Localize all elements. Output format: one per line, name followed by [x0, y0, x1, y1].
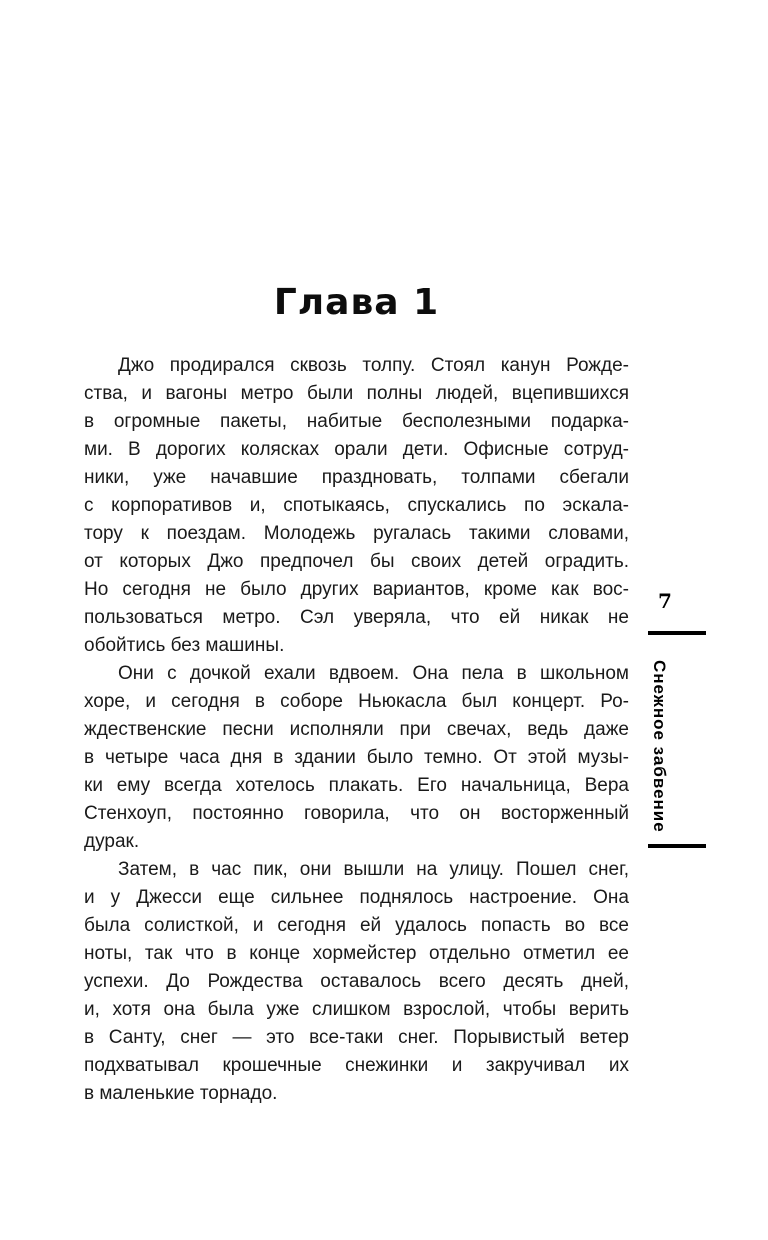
text-line: тору к поездам. Молодежь ругалась такими словами,	[84, 523, 629, 544]
text-line: ждественские песни исполняли при свечах, ведь даже	[84, 719, 629, 740]
text-line: в четыре часа дня в здании было темно. От этой музы-	[84, 747, 629, 768]
paragraph	[84, 660, 629, 856]
text-line: ки ему всегда хотелось плакать. Его начальница, Вера	[84, 775, 629, 796]
text-line: Джо продирался сквозь толпу. Стоял канун Рожде-	[118, 355, 629, 376]
text-line: ми. В дорогих колясках орали дети. Офисные сотруд-	[84, 439, 629, 460]
text-line: и у Джесси еще сильнее поднялось настроение. Она	[84, 887, 629, 908]
text-line: ства, и вагоны метро были полны людей, вцепившихся	[84, 383, 629, 404]
text-line: дурак.	[84, 831, 140, 852]
text-line: с корпоративов и, спотыкаясь, спускались по эскала-	[84, 495, 629, 516]
page-number: 7	[658, 589, 672, 613]
paragraph	[84, 352, 629, 660]
running-title-vertical: Снежное забвение	[650, 660, 669, 833]
text-line: подхватывал крошечные снежинки и закручивал их	[84, 1055, 629, 1076]
chapter-title: Глава 1	[273, 282, 440, 323]
text-line: Затем, в час пик, они вышли на улицу. Пошел снег,	[118, 859, 629, 880]
text-line: в Санту, снег — это все-таки снег. Порывистый ветер	[84, 1027, 629, 1048]
text-line: в маленькие торнадо.	[84, 1083, 278, 1104]
margin-rule-top	[648, 631, 706, 635]
text-line: Стенхоуп, постоянно говорила, что он восторженный	[84, 803, 629, 824]
text-line: Они с дочкой ехали вдвоем. Она пела в школьном	[118, 663, 629, 684]
margin-rule-bottom	[648, 844, 706, 848]
text-line: Но сегодня не было других вариантов, кроме как вос-	[84, 579, 629, 600]
text-line: пользоваться метро. Сэл уверяла, что ей никак не	[84, 607, 629, 628]
paragraph	[84, 856, 629, 1108]
body-text	[84, 352, 629, 1108]
text-line: в огромные пакеты, набитые бесполезными подарка-	[84, 411, 629, 432]
text-line: обойтись без машины.	[84, 635, 285, 656]
text-line: ники, уже начавшие праздновать, толпами сбегали	[84, 467, 629, 488]
text-line: от которых Джо предпочел бы своих детей оградить.	[84, 551, 629, 572]
text-line: успехи. До Рождества оставалось всего десять дней,	[84, 971, 629, 992]
text-line: хоре, и сегодня в соборе Ньюкасла был концерт. Ро-	[84, 691, 629, 712]
text-line: была солисткой, и сегодня ей удалось попасть во все	[84, 915, 629, 936]
text-line: и, хотя она была уже слишком взрослой, чтобы верить	[84, 999, 629, 1020]
text-line: ноты, так что в конце хормейстер отдельно отметил ее	[84, 943, 629, 964]
